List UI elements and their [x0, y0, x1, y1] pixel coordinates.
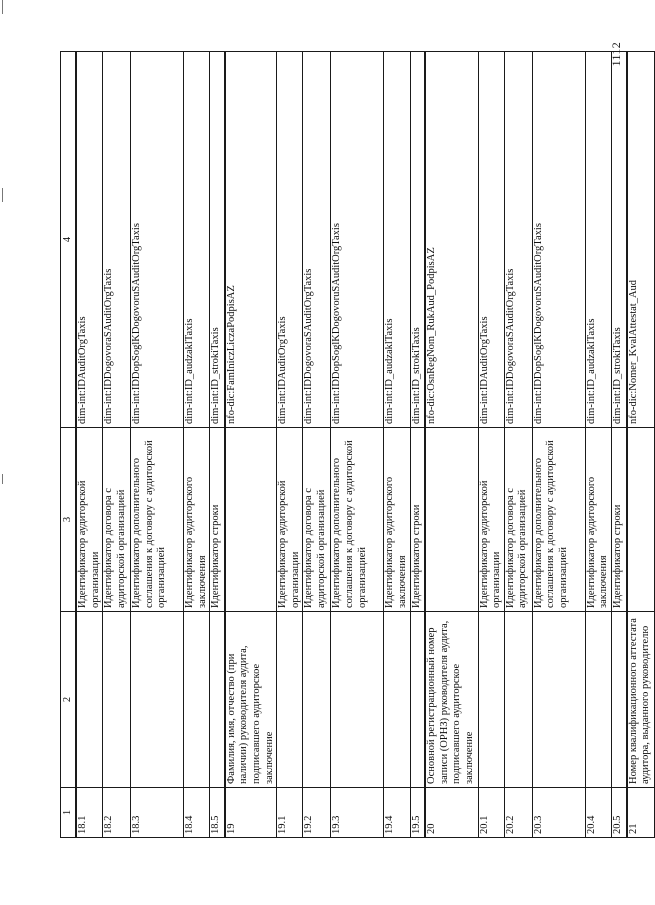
table-row [303, 52, 331, 838]
row-label [225, 428, 277, 612]
row-code: nfo-dic:FamIniczLiczaPodpisAZ [225, 52, 277, 428]
row-number: 20 [425, 788, 478, 838]
row-label: Идентификатор аудиторского заключения [585, 428, 611, 612]
table-row [277, 52, 303, 838]
row-description [504, 612, 532, 788]
row-label: Идентификатор дополнительного соглашения к договору с аудиторской организацией [532, 428, 585, 612]
row-description: Номер квалификационного аттестата аудитора, выданного руководителю [627, 612, 655, 788]
table-row [103, 52, 131, 838]
row-label: Идентификатор строки [210, 428, 225, 612]
row-number: 18.4 [184, 788, 210, 838]
row-description [131, 612, 184, 788]
row-description [585, 612, 611, 788]
row-code: dim-int:ID_audzaklTaxis [585, 52, 611, 428]
row-label: Идентификатор дополнительного соглашения к договору с аудиторской организацией [331, 428, 384, 612]
table-row [504, 52, 532, 838]
row-description [478, 612, 504, 788]
row-number: 19.1 [277, 788, 303, 838]
row-description [331, 612, 384, 788]
header-col1: 1 [61, 788, 77, 838]
table-row [532, 52, 585, 838]
row-code: dim-int:IDAuditOrgTaxis [478, 52, 504, 428]
row-description [277, 612, 303, 788]
row-code: nfo-dic:Nomer_KvalAttestat_Aud [627, 52, 655, 428]
row-code: dim-int:IDDogovoraSAuditOrgTaxis [504, 52, 532, 428]
row-code: dim-int:ID_strokiTaxis [612, 52, 627, 428]
row-description [612, 612, 627, 788]
table-row [76, 52, 103, 838]
row-number: 20.3 [532, 788, 585, 838]
table-row [612, 52, 627, 838]
row-number: 19.5 [410, 788, 425, 838]
row-code: dim-int:ID_strokiTaxis [210, 52, 225, 428]
row-code: dim-int:ID_audzaklTaxis [384, 52, 410, 428]
row-code: dim-int:IDAuditOrgTaxis [277, 52, 303, 428]
row-code: dim-int:IDDogovoraSAuditOrgTaxis [103, 52, 131, 428]
row-number: 18.3 [131, 788, 184, 838]
row-label: Идентификатор аудиторской организации [478, 428, 504, 612]
row-label: Идентификатор строки [410, 428, 425, 612]
header-col3: 3 [61, 428, 77, 612]
group-row [425, 52, 478, 838]
page-number: 1112 [609, 42, 623, 67]
row-label: Идентификатор дополнительного соглашения к договору с аудиторской организацией [131, 428, 184, 612]
header-row [61, 52, 77, 838]
row-code: dim-int:ID_audzaklTaxis [184, 52, 210, 428]
row-description [303, 612, 331, 788]
row-label: Идентификатор договора с аудиторской организацией [504, 428, 532, 612]
group-row [627, 52, 655, 838]
row-label: Идентификатор договора с аудиторской организацией [303, 428, 331, 612]
row-number: 20.4 [585, 788, 611, 838]
row-number: 18.5 [210, 788, 225, 838]
table-row [210, 52, 225, 838]
row-description [410, 612, 425, 788]
row-number: 20.5 [612, 788, 627, 838]
row-description [103, 612, 131, 788]
table-row [585, 52, 611, 838]
row-description: Фамилия, имя, отчество (при наличии) руководителя аудита, подписавшего аудиторское заключение [225, 612, 277, 788]
row-label: Идентификатор аудиторского заключения [184, 428, 210, 612]
row-code: dim-int:IDDopSoglKDogovoruSAuditOrgTaxis [532, 52, 585, 428]
row-label: Идентификатор договора с аудиторской организацией [103, 428, 131, 612]
row-label: Идентификатор строки [612, 428, 627, 612]
row-label [425, 428, 478, 612]
row-number: 19.2 [303, 788, 331, 838]
row-number: 19 [225, 788, 277, 838]
row-code: dim-int:IDDopSoglKDogovoruSAuditOrgTaxis [131, 52, 184, 428]
row-number: 20.2 [504, 788, 532, 838]
row-number: 21 [627, 788, 655, 838]
table-row [384, 52, 410, 838]
row-code: nfo-dic:OsnRegNom_RukAud_PodpisAZ [425, 52, 478, 428]
row-number: 19.3 [331, 788, 384, 838]
header-col2: 2 [61, 612, 77, 788]
row-number: 20.1 [478, 788, 504, 838]
scan-mark [2, 188, 3, 202]
row-code: dim-int:IDDopSoglKDogovoruSAuditOrgTaxis [331, 52, 384, 428]
row-number: 18.2 [103, 788, 131, 838]
row-number: 18.1 [76, 788, 103, 838]
header-col4: 4 [61, 52, 77, 428]
scan-mark [2, 474, 3, 484]
row-code: dim-int:IDDogovoraSAuditOrgTaxis [303, 52, 331, 428]
row-code: dim-int:IDAuditOrgTaxis [76, 52, 103, 428]
table-row [410, 52, 425, 838]
table-row [331, 52, 384, 838]
data-table [60, 51, 655, 838]
row-number: 19.4 [384, 788, 410, 838]
row-description: Основной регистрационный номер записи (ОРНЗ) руководителя аудита, подписавшего аудиторское заключение [425, 612, 478, 788]
row-description [532, 612, 585, 788]
row-label [627, 428, 655, 612]
row-label: Идентификатор аудиторской организации [76, 428, 103, 612]
row-description [184, 612, 210, 788]
scan-mark [2, 0, 3, 14]
table-row [184, 52, 210, 838]
row-description [384, 612, 410, 788]
table-row [478, 52, 504, 838]
row-description [76, 612, 103, 788]
row-label: Идентификатор аудиторского заключения [384, 428, 410, 612]
row-label: Идентификатор аудиторской организации [277, 428, 303, 612]
row-description [210, 612, 225, 788]
row-code: dim-int:ID_strokiTaxis [410, 52, 425, 428]
table-row [131, 52, 184, 838]
table-body [76, 52, 655, 838]
group-row [225, 52, 277, 838]
